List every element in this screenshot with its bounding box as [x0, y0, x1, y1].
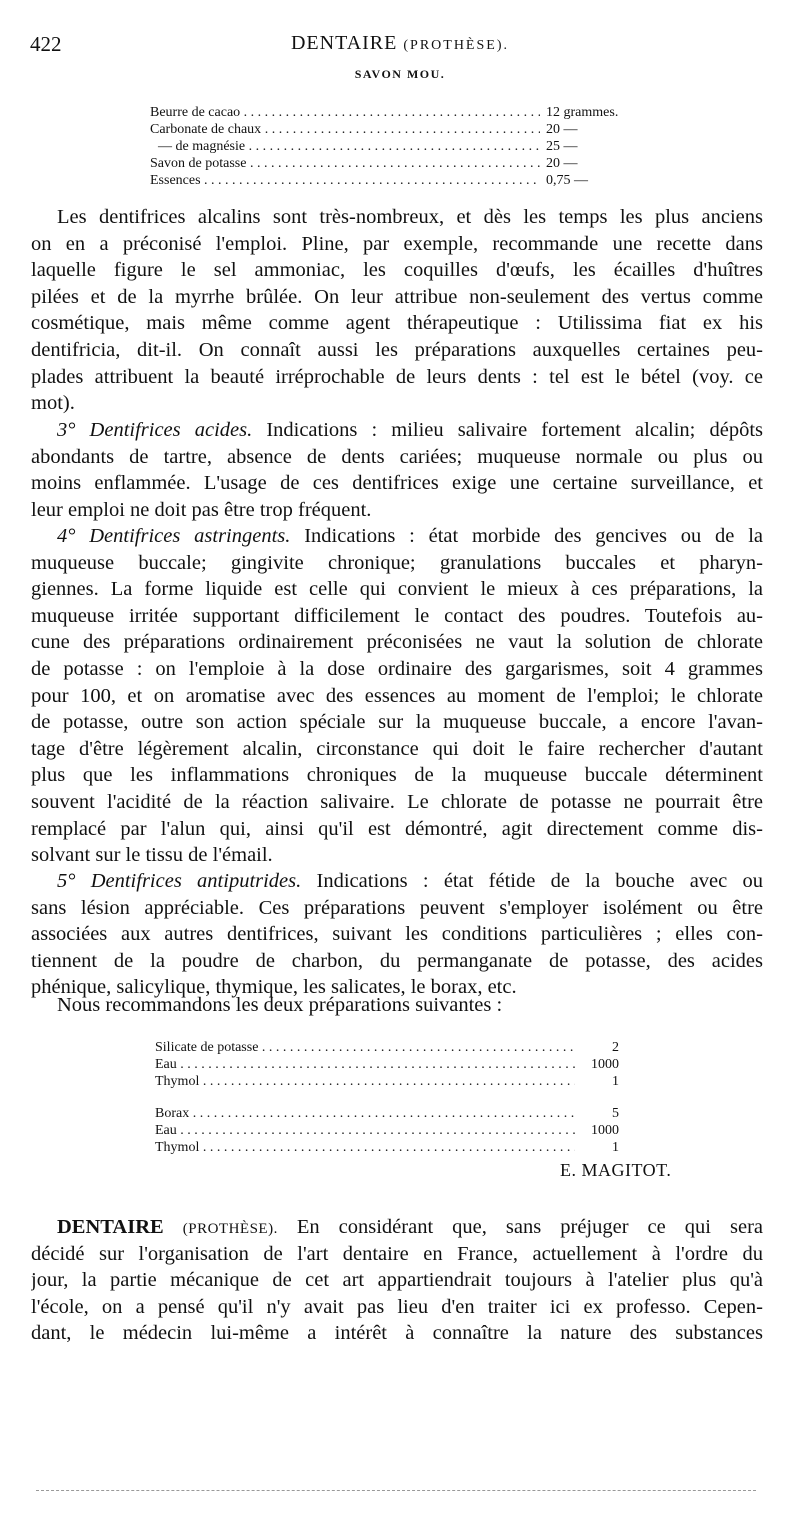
text-line: pilées et de la myrrhe brûlée. On leur attribue non-seulement des vertus comme — [31, 285, 763, 308]
ingredient-qty: 12 grammes. — [542, 104, 642, 121]
text-line: phénique, salicylique, thymique, les salicates, le borax, etc. — [31, 976, 517, 999]
recipe-row — [150, 138, 640, 155]
text-line: associées aux autres dentifrices, suivant les conditions particulières ; elles con- — [31, 923, 763, 946]
section-heading: 5° Dentifrices antiputrides. — [57, 870, 302, 892]
ingredient-name: Carbonate de chaux . . . — [150, 121, 540, 138]
recipe-row — [155, 1122, 619, 1139]
text-line: dant, le médecin lui-même a intérêt à connaître la nature des substances — [31, 1322, 763, 1345]
recipe-row — [155, 1056, 619, 1073]
text-line: remplacé par l'alun qui, ainsi qu'il est démontré, agit directement comme dis- — [31, 817, 763, 840]
text-line: sans lésion appréciable. Ces préparations peuvent s'employer isolément ou être — [31, 896, 763, 919]
footer-divider — [36, 1490, 756, 1491]
text-line: jour, la partie mécanique de cet art appartiendrait toujours à l'atelier plus qu'à — [31, 1269, 763, 1292]
ingredient-name: Borax . . . — [155, 1105, 575, 1122]
text-line — [31, 868, 763, 895]
text-segment: Indications : état morbide des gencives ou de la — [304, 525, 763, 547]
text-line: tage d'être légèrement alcalin, circonstance qui doit le faire rechercher d'autant — [31, 737, 763, 760]
paragraph-alkaline — [31, 204, 763, 417]
text-line: décidé sur l'organisation de l'art dentaire en France, actuellement à l'ordre du — [31, 1242, 763, 1265]
ingredient-qty: 1 — [575, 1073, 619, 1090]
text-line — [31, 1214, 763, 1241]
recipe-row — [155, 1073, 619, 1090]
section-heading: 3° Dentifrices acides. — [57, 419, 253, 441]
text-line: leur emploi ne doit pas être trop fréquent. — [31, 498, 372, 521]
paragraph-astringent-dentifrices — [31, 523, 763, 869]
text-line: dentifricia, dit-il. On connaît aussi les préparations auxquelles certaines peu- — [31, 338, 763, 361]
ingredient-qty: 1000 — [575, 1056, 619, 1073]
recipe-title: SAVON MOU. — [354, 67, 446, 81]
ingredient-name: Thymol . . . — [155, 1139, 575, 1156]
page-number: 422 — [30, 32, 62, 56]
paragraph-dentaire-prothese — [31, 1214, 763, 1347]
ingredient-name: Essences . . . — [150, 172, 540, 189]
text-line: plades attribuent la beauté irréprochable de leurs dents : tel est le bétel (voy. ce — [31, 365, 763, 388]
text-line: on en a préconisé l'emploi. Pline, par exemple, recommande une recette dans — [31, 232, 763, 255]
recipe-row — [155, 1105, 619, 1122]
author-signature: E. MAGITOT. — [560, 1160, 672, 1180]
recipe-silicate — [155, 1039, 619, 1090]
text-segment: En considérant que, sans préjuger ce qui sera — [296, 1216, 763, 1238]
text-segment: Indications : état fétide de la bouche avec ou — [316, 870, 763, 892]
paragraph-recommendation — [31, 992, 763, 1019]
text-line: souvent l'acidité de la réaction salivaire. Le chlorate de potasse ne pourrait être — [31, 790, 763, 813]
paragraph-antiputrid-dentifrices — [31, 868, 763, 1001]
text-line: mot). — [31, 392, 75, 415]
text-line: de potasse, outre son action spéciale sur la muqueuse buccale, a encore l'avan- — [31, 711, 763, 734]
ingredient-qty: 5 — [575, 1105, 619, 1122]
text-line: Nous recommandons les deux préparations suivantes : — [57, 994, 503, 1016]
text-line: tiennent de la poudre de charbon, du permanganate de potasse, des acides — [31, 949, 763, 972]
text-segment: Indications : milieu salivaire fortement alcalin; dépôts — [266, 419, 763, 441]
section-heading: 4° Dentifrices astringents. — [57, 525, 291, 547]
ingredient-name: Thymol . . . — [155, 1073, 575, 1090]
ingredient-qty: 2 — [575, 1039, 619, 1056]
recipe-row — [155, 1039, 619, 1056]
ingredient-qty: 1 — [575, 1139, 619, 1156]
text-line: solvant sur le tissu de l'émail. — [31, 844, 273, 867]
text-line — [31, 523, 763, 550]
text-line: cune des préparations ordinairement préconisées ne vaut la solution de chlorate — [31, 631, 763, 654]
entry-subheading: (PROTHÈSE). — [182, 1221, 278, 1237]
ingredient-qty: 25 — — [542, 138, 642, 155]
text-line: laquelle figure le sel ammoniac, les coquilles d'œufs, les écailles d'huîtres — [31, 259, 763, 282]
text-line: de potasse : on l'emploie à la dose ordinaire des gargarismes, soit 4 grammes — [31, 657, 763, 680]
running-title-sub: (PROTHÈSE). — [403, 38, 509, 53]
ingredient-qty: 0,75 — — [542, 172, 642, 189]
text-line: giennes. La forme liquide est celle qui convient le mieux à ces préparations, la — [31, 578, 763, 601]
text-line: l'école, on a pensé qu'il n'y avait pas lieu d'en traiter ici ex professo. Cepen- — [31, 1295, 763, 1318]
text-line: muqueuse irritée supportant difficilement le contact des poudres. Toutefois au- — [31, 604, 763, 627]
text-line — [31, 417, 763, 444]
text-line: plus que les inflammations chroniques de la muqueuse buccale déterminent — [31, 764, 763, 787]
text-line: moins enflammée. L'usage de ces dentifrices exige une certaine surveillance, et — [31, 472, 763, 495]
ingredient-name: Eau . . . — [155, 1122, 575, 1139]
ingredient-name: Beurre de cacao . . . — [150, 104, 540, 121]
running-title — [30, 32, 770, 55]
text-line: Les dentifrices alcalins sont très-nombreux, et dès les temps les plus anciens — [57, 206, 763, 228]
text-line: muqueuse buccale; gingivite chronique; granulations buccales et pharyn- — [31, 551, 763, 574]
ingredient-name: — de magnésie . . . — [150, 138, 540, 155]
recipe-borax — [155, 1105, 619, 1156]
ingredient-qty: 20 — — [542, 155, 642, 172]
running-header — [30, 32, 770, 60]
ingredient-name: Eau . . . — [155, 1056, 575, 1073]
ingredient-name: Silicate de potasse . . . — [155, 1039, 575, 1056]
text-line: cosmétique, mais même comme agent thérapeutique : Utilissima fiat ex his — [31, 312, 763, 335]
text-line: pour 100, et on aromatise avec des essences au moment de l'emploi; le chlorate — [31, 684, 763, 707]
text-line: abondants de tartre, absence de dents cariées; muqueuse normale ou plus ou — [31, 445, 763, 468]
recipe-row — [150, 121, 640, 138]
recipe-row — [155, 1139, 619, 1156]
entry-headword: DENTAIRE — [57, 1216, 164, 1238]
paragraph-acid-dentifrices — [31, 417, 763, 523]
ingredient-qty: 1000 — [575, 1122, 619, 1139]
ingredient-qty: 20 — — [542, 121, 642, 138]
recipe-row — [150, 172, 640, 189]
running-title-main: DENTAIRE — [290, 32, 398, 54]
recipe-row — [150, 155, 640, 172]
recipe-row — [150, 104, 640, 121]
ingredient-name: Savon de potasse . . . — [150, 155, 540, 172]
recipe-savon-mou — [150, 104, 640, 189]
